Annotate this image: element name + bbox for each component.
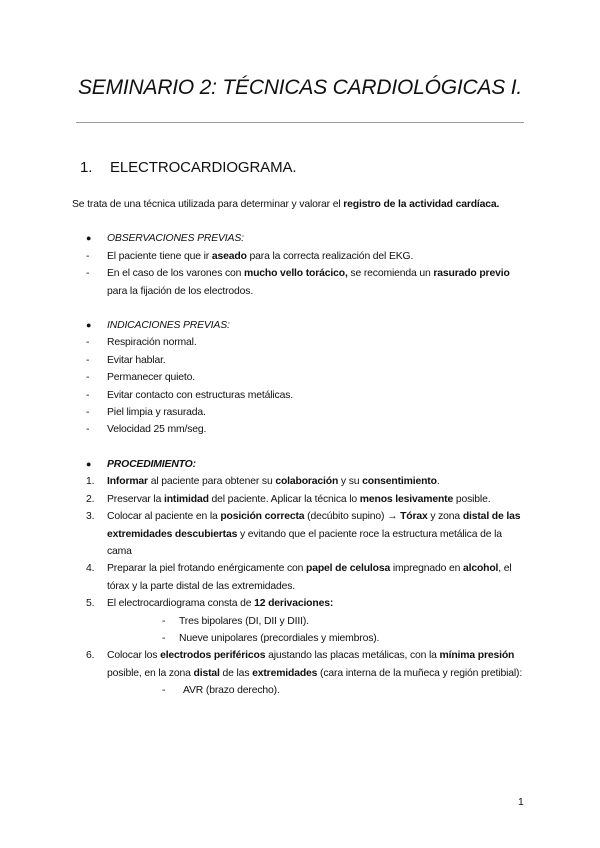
procedimiento-steps	[72, 473, 528, 699]
step-item: 2. Preservar la intimidad del paciente. Aplicar la técnica lo menos lesivamente posible.	[86, 493, 491, 505]
list-item: - Respiración normal.	[86, 337, 197, 349]
observaciones-list	[72, 248, 528, 300]
intro-paragraph: Se trata de una técnica utilizada para determinar y valorar el registro de la actividad cardíaca.	[72, 199, 500, 210]
step-item: 4. Preparar la piel frotando enérgicamente con papel de celulosa impregnado en alcohol, el tórax y la parte distal de las extremidades.	[86, 563, 512, 592]
list-item: - Evitar contacto con estructuras metálicas.	[86, 389, 294, 401]
step-item: 3. Colocar al paciente en la posición correcta (decúbito supino) → Tórax y zona distal de las extremidades descubiertas y evitando que el paciente roce la estructura metálica de la cama	[86, 511, 521, 557]
section-title: ELECTROCARDIOGRAMA.	[110, 159, 297, 176]
list-item: - En el caso de los varones con mucho vello torácico, se recomienda un rasurado previo para la fijación de los electrodos.	[86, 268, 510, 297]
bullet-icon: ●	[86, 233, 92, 244]
section-number: 1.	[80, 159, 93, 176]
list-item: - Nueve unipolares (precordiales y miembros).	[162, 632, 380, 644]
indicaciones-heading: ● INDICACIONES PREVIAS:	[72, 317, 528, 334]
observaciones-heading: ● OBSERVACIONES PREVIAS:	[72, 230, 528, 247]
list-item: - Evitar hablar.	[86, 354, 166, 366]
derivaciones-list	[107, 613, 528, 648]
title-divider	[76, 122, 524, 123]
list-item: - Piel limpia y rasurada.	[86, 407, 206, 419]
document-body	[72, 196, 528, 700]
list-item: - El paciente tiene que ir aseado para la correcta realización del EKG.	[86, 250, 414, 262]
document-title: SEMINARIO 2: TÉCNICAS CARDIOLÓGICAS I.	[78, 76, 522, 99]
list-item: - AVR (brazo derecho).	[162, 685, 280, 697]
list-item: - Permanecer quieto.	[86, 372, 195, 384]
list-item: - Velocidad 25 mm/seg.	[86, 424, 207, 436]
list-item: - Tres bipolares (DI, DII y DIII).	[162, 615, 309, 627]
bullet-icon: ●	[86, 320, 92, 331]
step-item: 1. Informar al paciente para obtener su colaboración y su consentimiento.	[86, 476, 440, 488]
step-item: 6. Colocar los electrodos periféricos ajustando las placas metálicas, con la mínima presión posible, en la zona distal de las extremidades (cara interna de la muñeca y región pretibial): - AVR (brazo derecho).	[72, 647, 528, 699]
bullet-icon: ●	[86, 458, 92, 469]
step-item: 5. El electrocardiograma consta de 12 derivaciones: - Tres bipolares (DI, DII y DIII). - Nueve unipolares (precordiales y miembros).	[72, 595, 528, 647]
section-heading	[80, 159, 296, 176]
page-number: 1	[518, 797, 524, 808]
electrodos-list	[107, 682, 528, 699]
procedimiento-heading: ● PROCEDIMIENTO:	[72, 456, 528, 473]
indicaciones-list	[72, 334, 528, 438]
